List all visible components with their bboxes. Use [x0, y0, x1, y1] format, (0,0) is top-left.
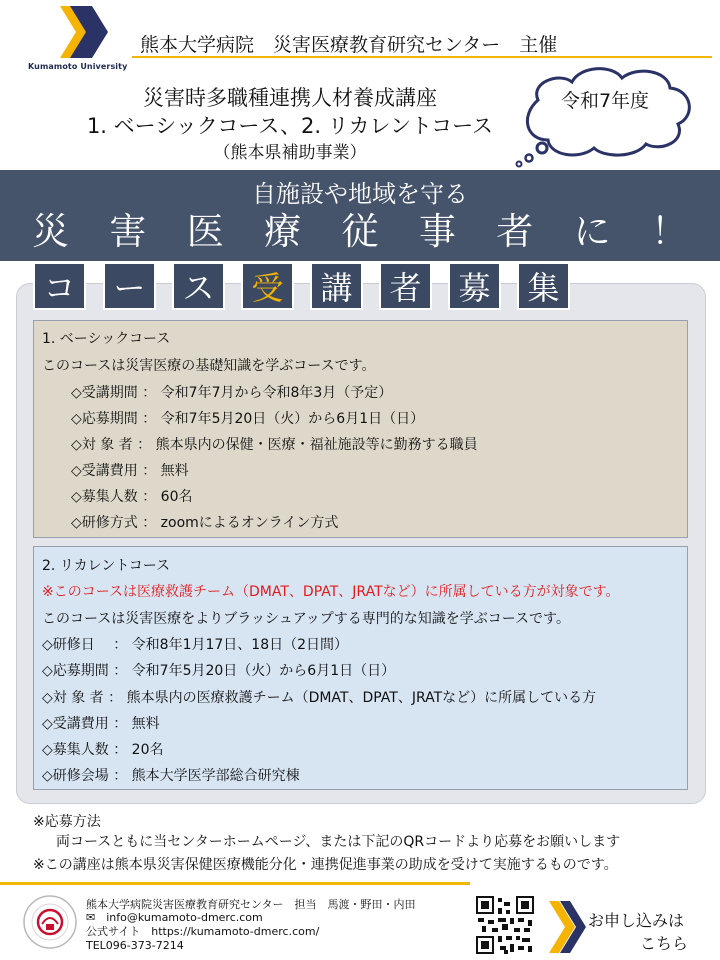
- gold-divider-bottom: [0, 882, 470, 885]
- course-item: ◇研修日 ： 令和8年1月17日、18日（2日間）: [42, 637, 349, 653]
- recruit-tile: 講: [310, 262, 363, 310]
- course-item: ◇対 象 者 ： 熊本県内の医療救護チーム（DMAT、DPAT、JRATなど）に所属している方: [42, 690, 597, 706]
- year-badge: 令和7年度: [560, 90, 650, 112]
- application-method-heading: ※応募方法: [33, 814, 101, 830]
- course-item: ◇研修方式 ： zoomによるオンライン方式: [71, 515, 339, 531]
- course-item: ◇応募期間 ： 令和7年5月20日（火）から6月1日（日）: [71, 411, 425, 427]
- contact-org: 熊本大学病院災害医療教育研究センター 担当 馬渡・野田・内田: [86, 898, 416, 911]
- recruit-tile: ー: [103, 262, 156, 310]
- banner-subtitle: 自施設や地域を守る: [252, 180, 468, 208]
- contact-tel: TEL096-373-7214: [86, 939, 184, 952]
- banner-char: 事: [418, 210, 456, 253]
- basic-course-box: [33, 320, 688, 538]
- banner-char: 災: [32, 210, 69, 253]
- course-item: ◇募集人数 ： 20名: [42, 742, 164, 758]
- course-item: ◇受講費用 ： 無料: [42, 716, 160, 732]
- website-link[interactable]: 公式サイト https://kumamoto-dmerc.com/: [86, 925, 320, 938]
- program-courses: 1. ベーシックコース、2. リカレントコース: [86, 114, 494, 138]
- program-note: （熊本県補助事業）: [213, 143, 367, 163]
- chevron-arrow-icon: [548, 900, 586, 954]
- recruit-tile: 集: [517, 262, 570, 310]
- year-badge-cloud: [500, 60, 705, 170]
- organizer-line: 熊本大学病院 災害医療教育研究センター 主催: [140, 34, 558, 56]
- disaster-medical-seal-icon: [22, 894, 78, 950]
- gold-divider-top: [132, 56, 712, 58]
- banner-char: 療: [264, 210, 302, 253]
- recurrent-course-box: [33, 546, 688, 790]
- contact-email[interactable]: ✉ info@kumamoto-dmerc.com: [86, 911, 263, 924]
- recruit-tile: 募: [448, 262, 501, 310]
- course-item: ◇受講費用 ： 無料: [71, 463, 189, 479]
- recruit-tile: 者: [379, 262, 432, 310]
- banner-char: 者: [496, 210, 534, 253]
- banner-char: 医: [186, 210, 224, 253]
- course-item: ◇対 象 者 ： 熊本県内の保健・医療・福祉施設等に勤務する職員: [71, 437, 478, 453]
- apply-label-line1: お申し込みは: [588, 911, 685, 930]
- course-item: ◇受講期間 ： 令和7年7月から令和8年3月（予定）: [71, 385, 393, 401]
- course-intro: このコースは災害医療をよりブラッシュアップする専門的な知識を学ぶコースです。: [42, 611, 570, 627]
- logo-caption: Kumamoto University: [28, 62, 128, 71]
- course-heading: 1. ベーシックコース: [42, 331, 171, 347]
- apply-label-line2: こちら: [640, 934, 689, 953]
- course-item: ◇募集人数 ： 60名: [71, 489, 193, 505]
- banner-char: 従: [341, 210, 379, 253]
- course-heading: 2. リカレントコース: [42, 558, 171, 574]
- course-item: ◇研修会場 ： 熊本大学医学部総合研究棟: [42, 768, 300, 784]
- application-method-text: 両コースともに当センターホームページ、または下記のQRコードより応募をお願いします: [56, 834, 621, 850]
- banner-char: に: [573, 210, 611, 253]
- eligibility-notice: ※このコースは医療救護チーム（DMAT、DPAT、JRATなど）に所属している方が対象です。: [42, 584, 620, 600]
- banner-char: 害: [109, 210, 147, 253]
- banner-headline: [32, 208, 688, 256]
- course-intro: このコースは災害医療の基礎知識を学ぶコースです。: [42, 358, 376, 374]
- banner-char: ！: [651, 210, 688, 253]
- subsidy-note: ※この講座は熊本県災害保健医療機能分化・連携促進事業の助成を受けて実施するものです。: [33, 857, 618, 873]
- recruit-tile-highlight: 受: [241, 262, 294, 310]
- program-title: 災害時多職種連携人材養成講座: [143, 86, 437, 110]
- qr-code-icon[interactable]: [474, 894, 536, 956]
- recruit-tile: コ: [33, 262, 86, 310]
- course-item: ◇応募期間 ： 令和7年5月20日（火）から6月1日（日）: [42, 663, 396, 679]
- recruit-tile: ス: [172, 262, 225, 310]
